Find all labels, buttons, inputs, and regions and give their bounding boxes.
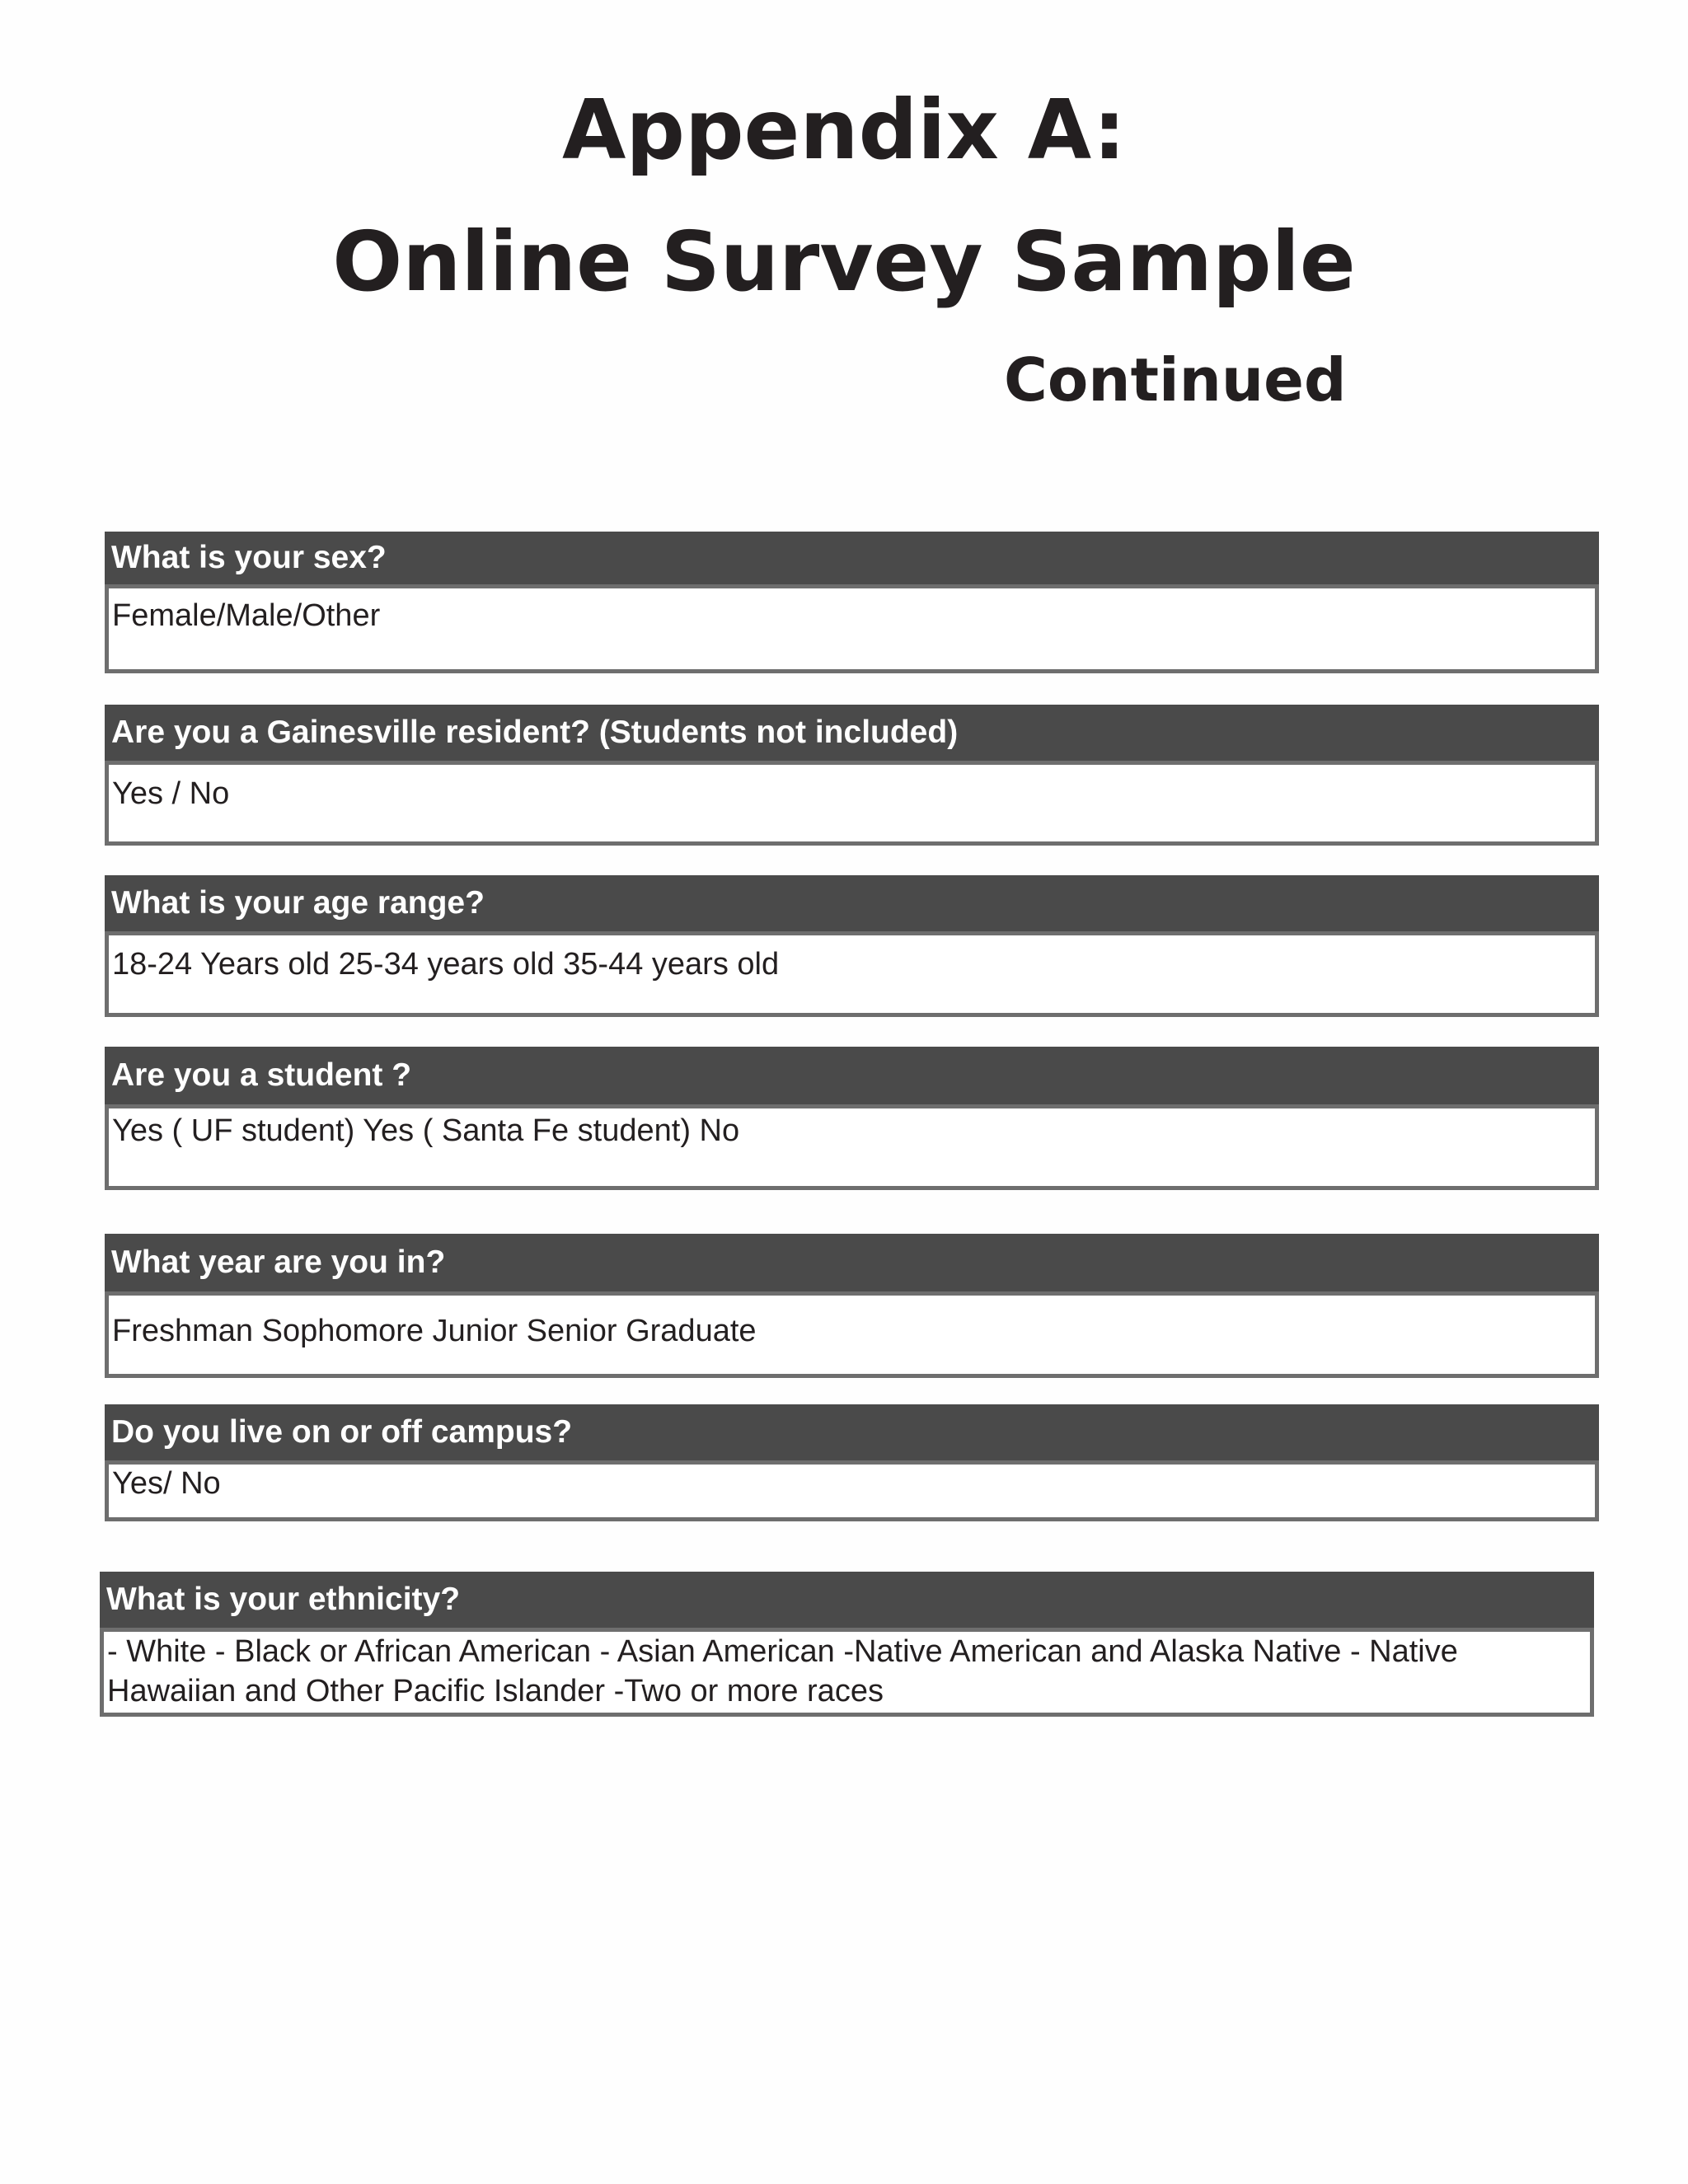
- question-block-student: [105, 1047, 1599, 1190]
- question-block-year: [105, 1234, 1599, 1378]
- question-year: What year are you in?: [105, 1234, 1599, 1291]
- question-block-resident: [105, 705, 1599, 846]
- question-sex: What is your sex?: [105, 532, 1599, 584]
- title-appendix: Appendix A:: [562, 82, 1126, 178]
- answer-age: 18-24 Years old 25-34 years old 35-44 years old: [105, 931, 1599, 1017]
- answer-year: Freshman Sophomore Junior Senior Graduate: [105, 1291, 1599, 1378]
- answer-ethnicity: - White - Black or African American - Asian American -Native American and Alaska Native - Native Hawaiian and Other Pacific Islander -Two or more races: [100, 1628, 1594, 1717]
- question-block-age: [105, 875, 1599, 1017]
- question-block-campus: [105, 1404, 1599, 1521]
- answer-campus: Yes/ No: [105, 1460, 1599, 1521]
- question-block-sex: [105, 532, 1599, 673]
- question-campus: Do you live on or off campus?: [105, 1404, 1599, 1460]
- answer-student: Yes ( UF student) Yes ( Santa Fe student) No: [105, 1104, 1599, 1190]
- question-student: Are you a student ?: [105, 1047, 1599, 1104]
- title-continued: Continued: [1004, 345, 1347, 415]
- question-ethnicity: What is your ethnicity?: [100, 1572, 1594, 1628]
- question-resident: Are you a Gainesville resident? (Students not included): [105, 705, 1599, 761]
- title-survey-sample: Online Survey Sample: [332, 213, 1356, 310]
- question-block-ethnicity: [100, 1572, 1594, 1717]
- answer-sex: Female/Male/Other: [105, 584, 1599, 673]
- question-age: What is your age range?: [105, 875, 1599, 931]
- answer-resident: Yes / No: [105, 761, 1599, 846]
